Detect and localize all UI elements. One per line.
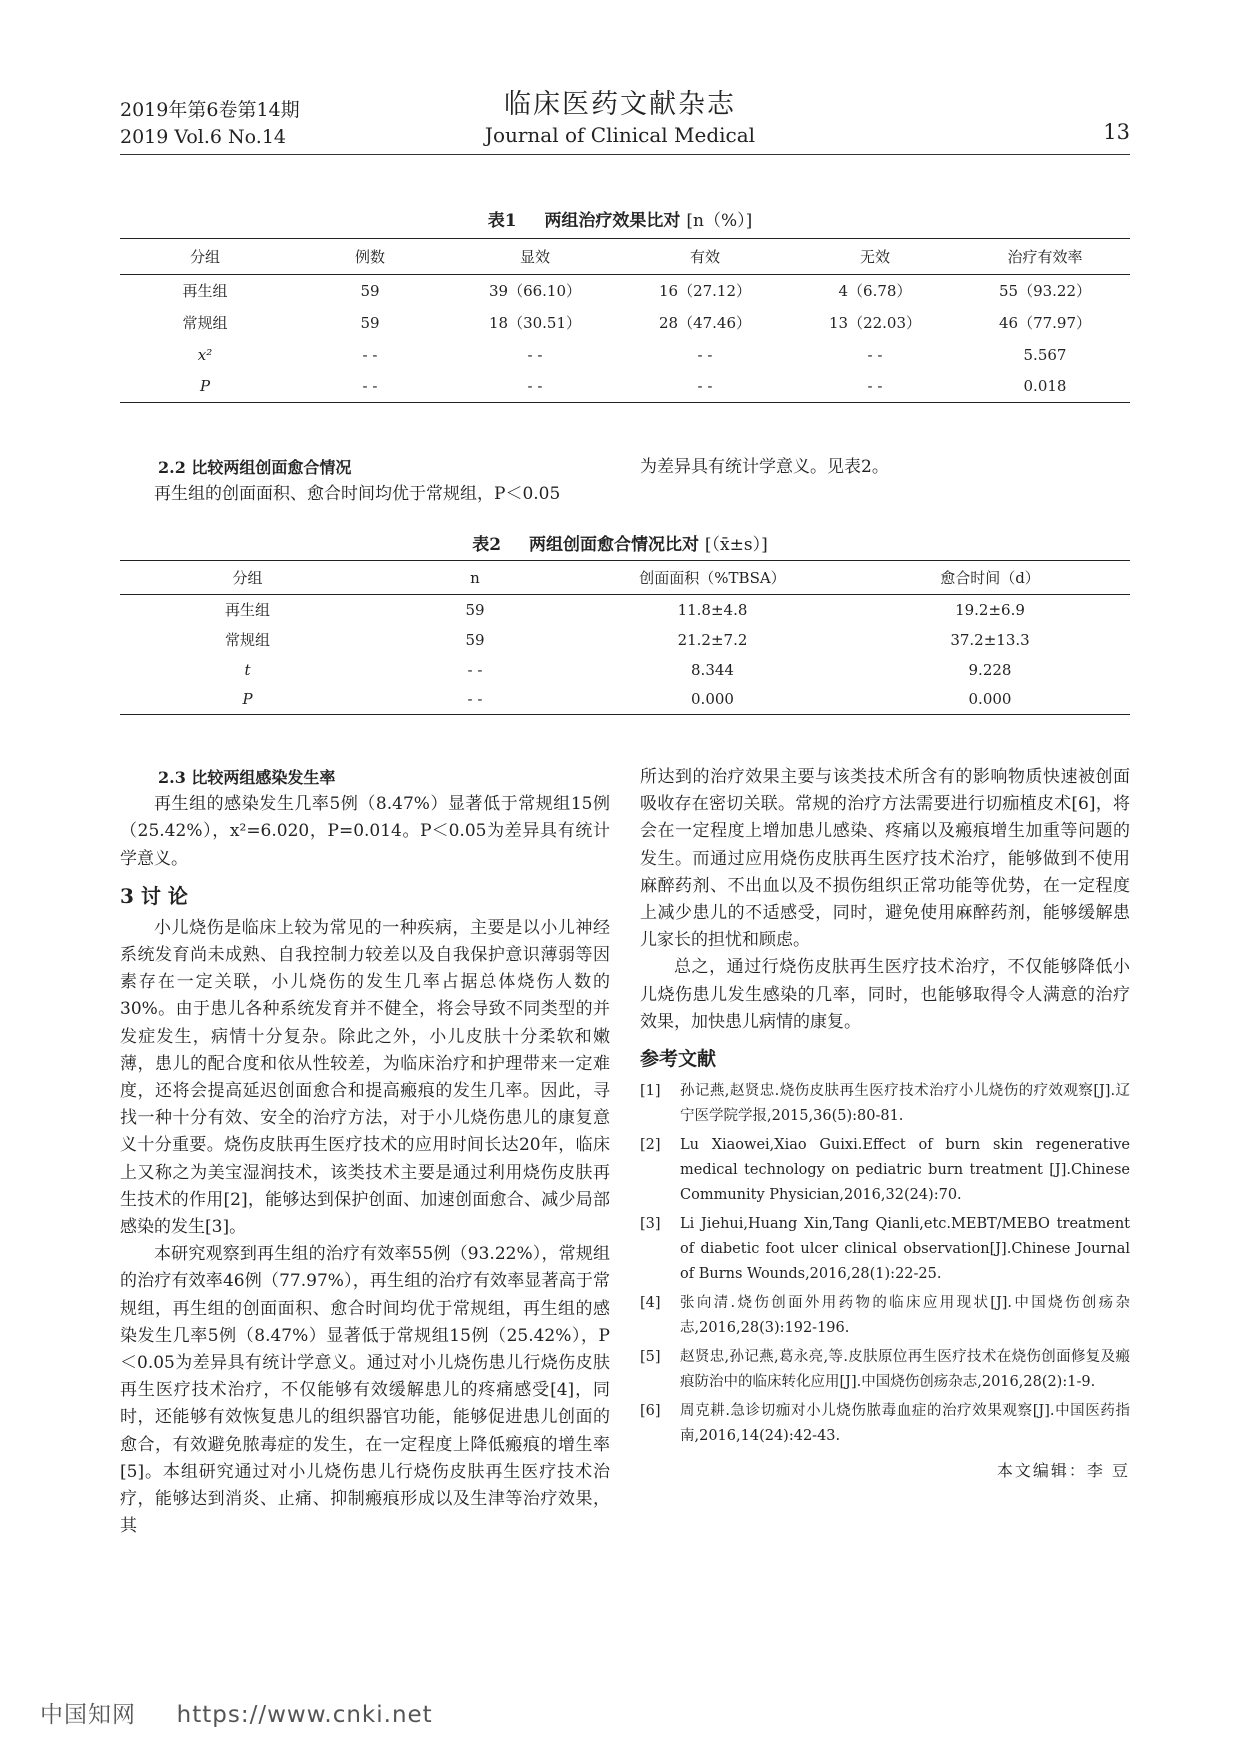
reference-number: [2] xyxy=(640,1137,661,1154)
table1-cell: 0.018 xyxy=(1023,377,1067,396)
sec22-heading: 2.2 比较两组创面愈合情况 xyxy=(158,458,352,477)
table2-cell: 8.344 xyxy=(691,660,734,679)
table1-header-cell: 有效 xyxy=(689,248,720,266)
references-heading: 参考文献 xyxy=(640,1048,717,1071)
reference-number: [4] xyxy=(640,1295,661,1312)
table1-header-cell: 治疗有效率 xyxy=(1007,248,1083,266)
table2-cell: 37.2±13.3 xyxy=(950,630,1030,649)
editor-note: 本文编辑：李 豆 xyxy=(996,1461,1130,1481)
table1-header-row xyxy=(120,239,1130,275)
issue-en: 2019 Vol.6 No.14 xyxy=(120,126,286,148)
page-number: 13 xyxy=(1103,120,1130,144)
journal-title-en: Journal of Clinical Medical xyxy=(484,123,756,147)
table1-row xyxy=(120,307,1130,339)
table2-caption-title: 两组创面愈合情况比对 xyxy=(528,535,699,555)
sec22-left xyxy=(120,454,610,508)
reference-number: [1] xyxy=(640,1083,661,1100)
table1-cell: - - xyxy=(527,377,543,396)
journal-title-cn: 临床医药文献杂志 xyxy=(504,89,736,120)
table1-caption xyxy=(0,206,1240,231)
table1-header-cell: 无效 xyxy=(859,248,890,266)
table1-row xyxy=(120,371,1130,403)
reference-item xyxy=(640,1345,1130,1395)
table1-cell: 4（6.78） xyxy=(838,282,912,301)
table1-cell: - - xyxy=(867,377,883,396)
table2-header-cell: 分组 xyxy=(232,569,263,587)
table1-header-cell: 例数 xyxy=(354,248,385,266)
table1-cell: 再生组 xyxy=(182,282,228,301)
table1-caption-unit: [n（%）] xyxy=(686,211,753,231)
table2-cell: - - xyxy=(467,660,483,679)
table1-cell: - - xyxy=(867,345,883,364)
table2-header-cell: 创面面积（%TBSA） xyxy=(639,569,786,587)
reference-item xyxy=(640,1079,1130,1129)
reference-text: 孙记燕,赵贤忠.烧伤皮肤再生医疗技术治疗小儿烧伤的疗效观察[J].辽宁医学院学报,2015,36(5):80-81. xyxy=(680,1083,1130,1125)
table1-cell: P xyxy=(199,377,211,396)
table1-cell: 59 xyxy=(360,281,380,300)
table2-caption-unit: [（x̄±s）] xyxy=(704,535,768,555)
table2-row xyxy=(120,625,1130,655)
discussion-p1: 小儿烧伤是临床上较为常见的一种疾病，主要是以小儿神经系统发育尚未成熟、自我控制力较差以及自我保护意识薄弱等因素存在一定关联，小儿烧伤的发生几率占据总体烧伤人数的30%。由于患儿各种系统发育并不健全，将会导致不同类型的并发症发生，病情十分复杂。除此之外，小儿皮肤十分柔软和嫩薄，患儿的配合度和依从性较差，为临床治疗和护理带来一定难度，还将会提高延迟创面愈合和提高瘢痕的发生几率。因此，寻找一种十分有效、安全的治疗方法，对于小儿烧伤患儿的康复意义十分重要。烧伤皮肤再生医疗技术的应用时间长达20年，临床上又称之为美宝湿润技术，该类技术主要是通过利用烧伤皮肤再生技术的作用[2]，能够达到保护创面、加速创面愈合、减少局部感染的发生[3]。 xyxy=(120,917,610,1238)
table1-cell: 55（93.22） xyxy=(998,282,1092,301)
table1-row xyxy=(120,339,1130,371)
reference-number: [5] xyxy=(640,1349,661,1366)
table2-row xyxy=(120,595,1130,625)
table1-cell: x² xyxy=(197,345,213,364)
table2-caption-num: 表2 xyxy=(472,535,502,555)
table1-cell: 59 xyxy=(360,313,380,332)
issue-cn: 2019年第6卷第14期 xyxy=(120,99,300,121)
table1-cell: 5.567 xyxy=(1023,345,1067,364)
table2-cell: 0.000 xyxy=(691,690,734,709)
table1 xyxy=(120,238,1130,403)
table1-caption-title: 两组治疗效果比对 xyxy=(544,211,681,231)
reference-number: [6] xyxy=(640,1403,661,1420)
discussion-p2: 本研究观察到再生组的治疗有效率55例（93.22%），常规组的治疗有效率46例（77.97%），再生组的治疗有效率显著高于常规组，再生组的创面面积、愈合时间均优于常规组，再生组的感染发生几率5例（8.47%）显著低于常规组15例（25.42%），P＜0.05为差异具有统计学意义。通过对小儿烧伤患儿行烧伤皮肤再生医疗技术治疗，不仅能够有效缓解患儿的疼痛感受[4]，同时，还能够有效恢复患儿的组织器官功能，能够促进患儿创面的愈合，有效避免脓毒症的发生，在一定程度上降低瘢痕的增生率[5]。本组研究通过对小儿烧伤患儿行烧伤皮肤再生医疗技术治疗，能够达到消炎、止痛、抑制瘢痕形成以及生津等治疗效果，其 xyxy=(120,1244,610,1537)
table1-cell: 39（66.10） xyxy=(488,282,582,301)
table1-cell: - - xyxy=(697,345,713,364)
table2-cell: 59 xyxy=(465,630,485,649)
table1-cell: 18（30.51） xyxy=(488,314,582,332)
conclusion-paragraph: 总之，通过行烧伤皮肤再生医疗技术治疗，不仅能够降低小儿烧伤患儿发生感染的几率，同时，也能够取得令人满意的治疗效果，加快患儿病情的康复。 xyxy=(640,957,1130,1032)
table2-cell: 19.2±6.9 xyxy=(955,600,1025,619)
table2-header-row xyxy=(120,561,1130,595)
discussion-p3: 所达到的治疗效果主要与该类技术所含有的影响物质快速被创面吸收存在密切关联。常规的治疗方法需要进行切痂植皮术[6]，将会在一定程度上增加患儿感染、疼痛以及瘢痕增生加重等问题的发生。而通过应用烧伤皮肤再生医疗技术治疗，能够做到不使用麻醉药剂、不出血以及不损伤组织正常功能等优势，在一定程度上减少患儿的不适感受，同时，避免使用麻醉药剂，能够缓解患儿家长的担忧和顾虑。 xyxy=(640,767,1130,951)
reference-item xyxy=(640,1133,1130,1208)
table2-cell: 59 xyxy=(465,600,485,619)
table2-header-cell: 愈合时间（d） xyxy=(940,569,1040,587)
reference-item xyxy=(640,1399,1130,1449)
table2-cell: 常规组 xyxy=(224,631,270,649)
table2-row xyxy=(120,685,1130,715)
sec23-heading: 2.3 比较两组感染发生率 xyxy=(158,768,336,787)
table2-header-cell: n xyxy=(470,568,480,587)
table1-header-cell: 显效 xyxy=(519,248,550,266)
table1-header-cell: 分组 xyxy=(189,248,220,266)
left-column xyxy=(120,764,610,1540)
table2 xyxy=(120,560,1130,715)
table2-cell: 9.228 xyxy=(968,660,1012,679)
references-list xyxy=(640,1079,1130,1449)
reference-text: Li Jiehui,Huang Xin,Tang Qianli,etc.MEBT/MEBO treatment of diabetic foot ulcer clinical observation[J].Chinese Journal of Burns Wounds,2016,28(1):22-25. xyxy=(680,1216,1130,1283)
table1-cell: - - xyxy=(362,377,378,396)
journal-title xyxy=(0,88,1240,148)
reference-text: 张向清.烧伤创面外用药物的临床应用现状[J].中国烧伤创疡杂志,2016,28(3):192-196. xyxy=(680,1295,1130,1337)
reference-text: 赵贤忠,孙记燕,葛永亮,等.皮肤原位再生医疗技术在烧伤创面修复及瘢痕防治中的临床转化应用[J].中国烧伤创疡杂志,2016,28(2):1-9. xyxy=(680,1349,1130,1391)
sec22-left-text: 再生组的创面面积、愈合时间均优于常规组，P＜0.05 xyxy=(154,484,561,505)
right-column xyxy=(640,764,1130,1484)
sec23-text: 再生组的感染发生几率5例（8.47%）显著低于常规组15例（25.42%），x²=6.020，P=0.014。P＜0.05为差异具有统计学意义。 xyxy=(120,794,610,869)
table2-cell: 11.8±4.8 xyxy=(677,600,748,619)
table2-cell: P xyxy=(242,690,253,709)
table1-cell: 常规组 xyxy=(182,314,228,332)
table1-row xyxy=(120,275,1130,307)
table2-cell: 0.000 xyxy=(968,690,1012,709)
reference-text: Lu Xiaowei,Xiao Guixi.Effect of burn skin regenerative medical technology on pediatric burn treatment [J].Chinese Community Physician,2016,32(24):70. xyxy=(680,1137,1130,1204)
table2-caption xyxy=(0,530,1240,555)
reference-number: [3] xyxy=(640,1216,661,1233)
reference-item xyxy=(640,1291,1130,1341)
table1-cell: 13（22.03） xyxy=(828,314,922,332)
sec22-right-text: 为差异具有统计学意义。见表2。 xyxy=(640,457,889,477)
table1-cell: 46（77.97） xyxy=(998,314,1092,332)
table2-cell: 21.2±7.2 xyxy=(677,630,748,649)
reference-text: 周克耕.急诊切痂对小儿烧伤脓毒血症的治疗效果观察[J].中国医药指南,2016,14(24):42-43. xyxy=(680,1403,1130,1445)
table2-row xyxy=(120,655,1130,685)
table1-cell: - - xyxy=(362,345,378,364)
cnki-watermark xyxy=(40,1696,433,1729)
sec3-heading: 3 讨 论 xyxy=(120,883,188,908)
sec22-right xyxy=(640,454,1130,481)
header-rule xyxy=(120,154,1130,155)
table2-cell: - - xyxy=(467,690,483,709)
table1-caption-num: 表1 xyxy=(487,211,517,231)
table1-cell: - - xyxy=(697,377,713,396)
table2-cell: 再生组 xyxy=(224,601,270,620)
table1-cell: 16（27.12） xyxy=(658,282,752,301)
table2-cell: t xyxy=(244,660,251,679)
table1-cell: 28（47.46） xyxy=(658,314,752,332)
cnki-label: 中国知网 xyxy=(40,1702,136,1728)
cnki-url[interactable]: https://www.cnki.net xyxy=(176,1702,433,1728)
reference-item xyxy=(640,1212,1130,1287)
table1-cell: - - xyxy=(527,345,543,364)
